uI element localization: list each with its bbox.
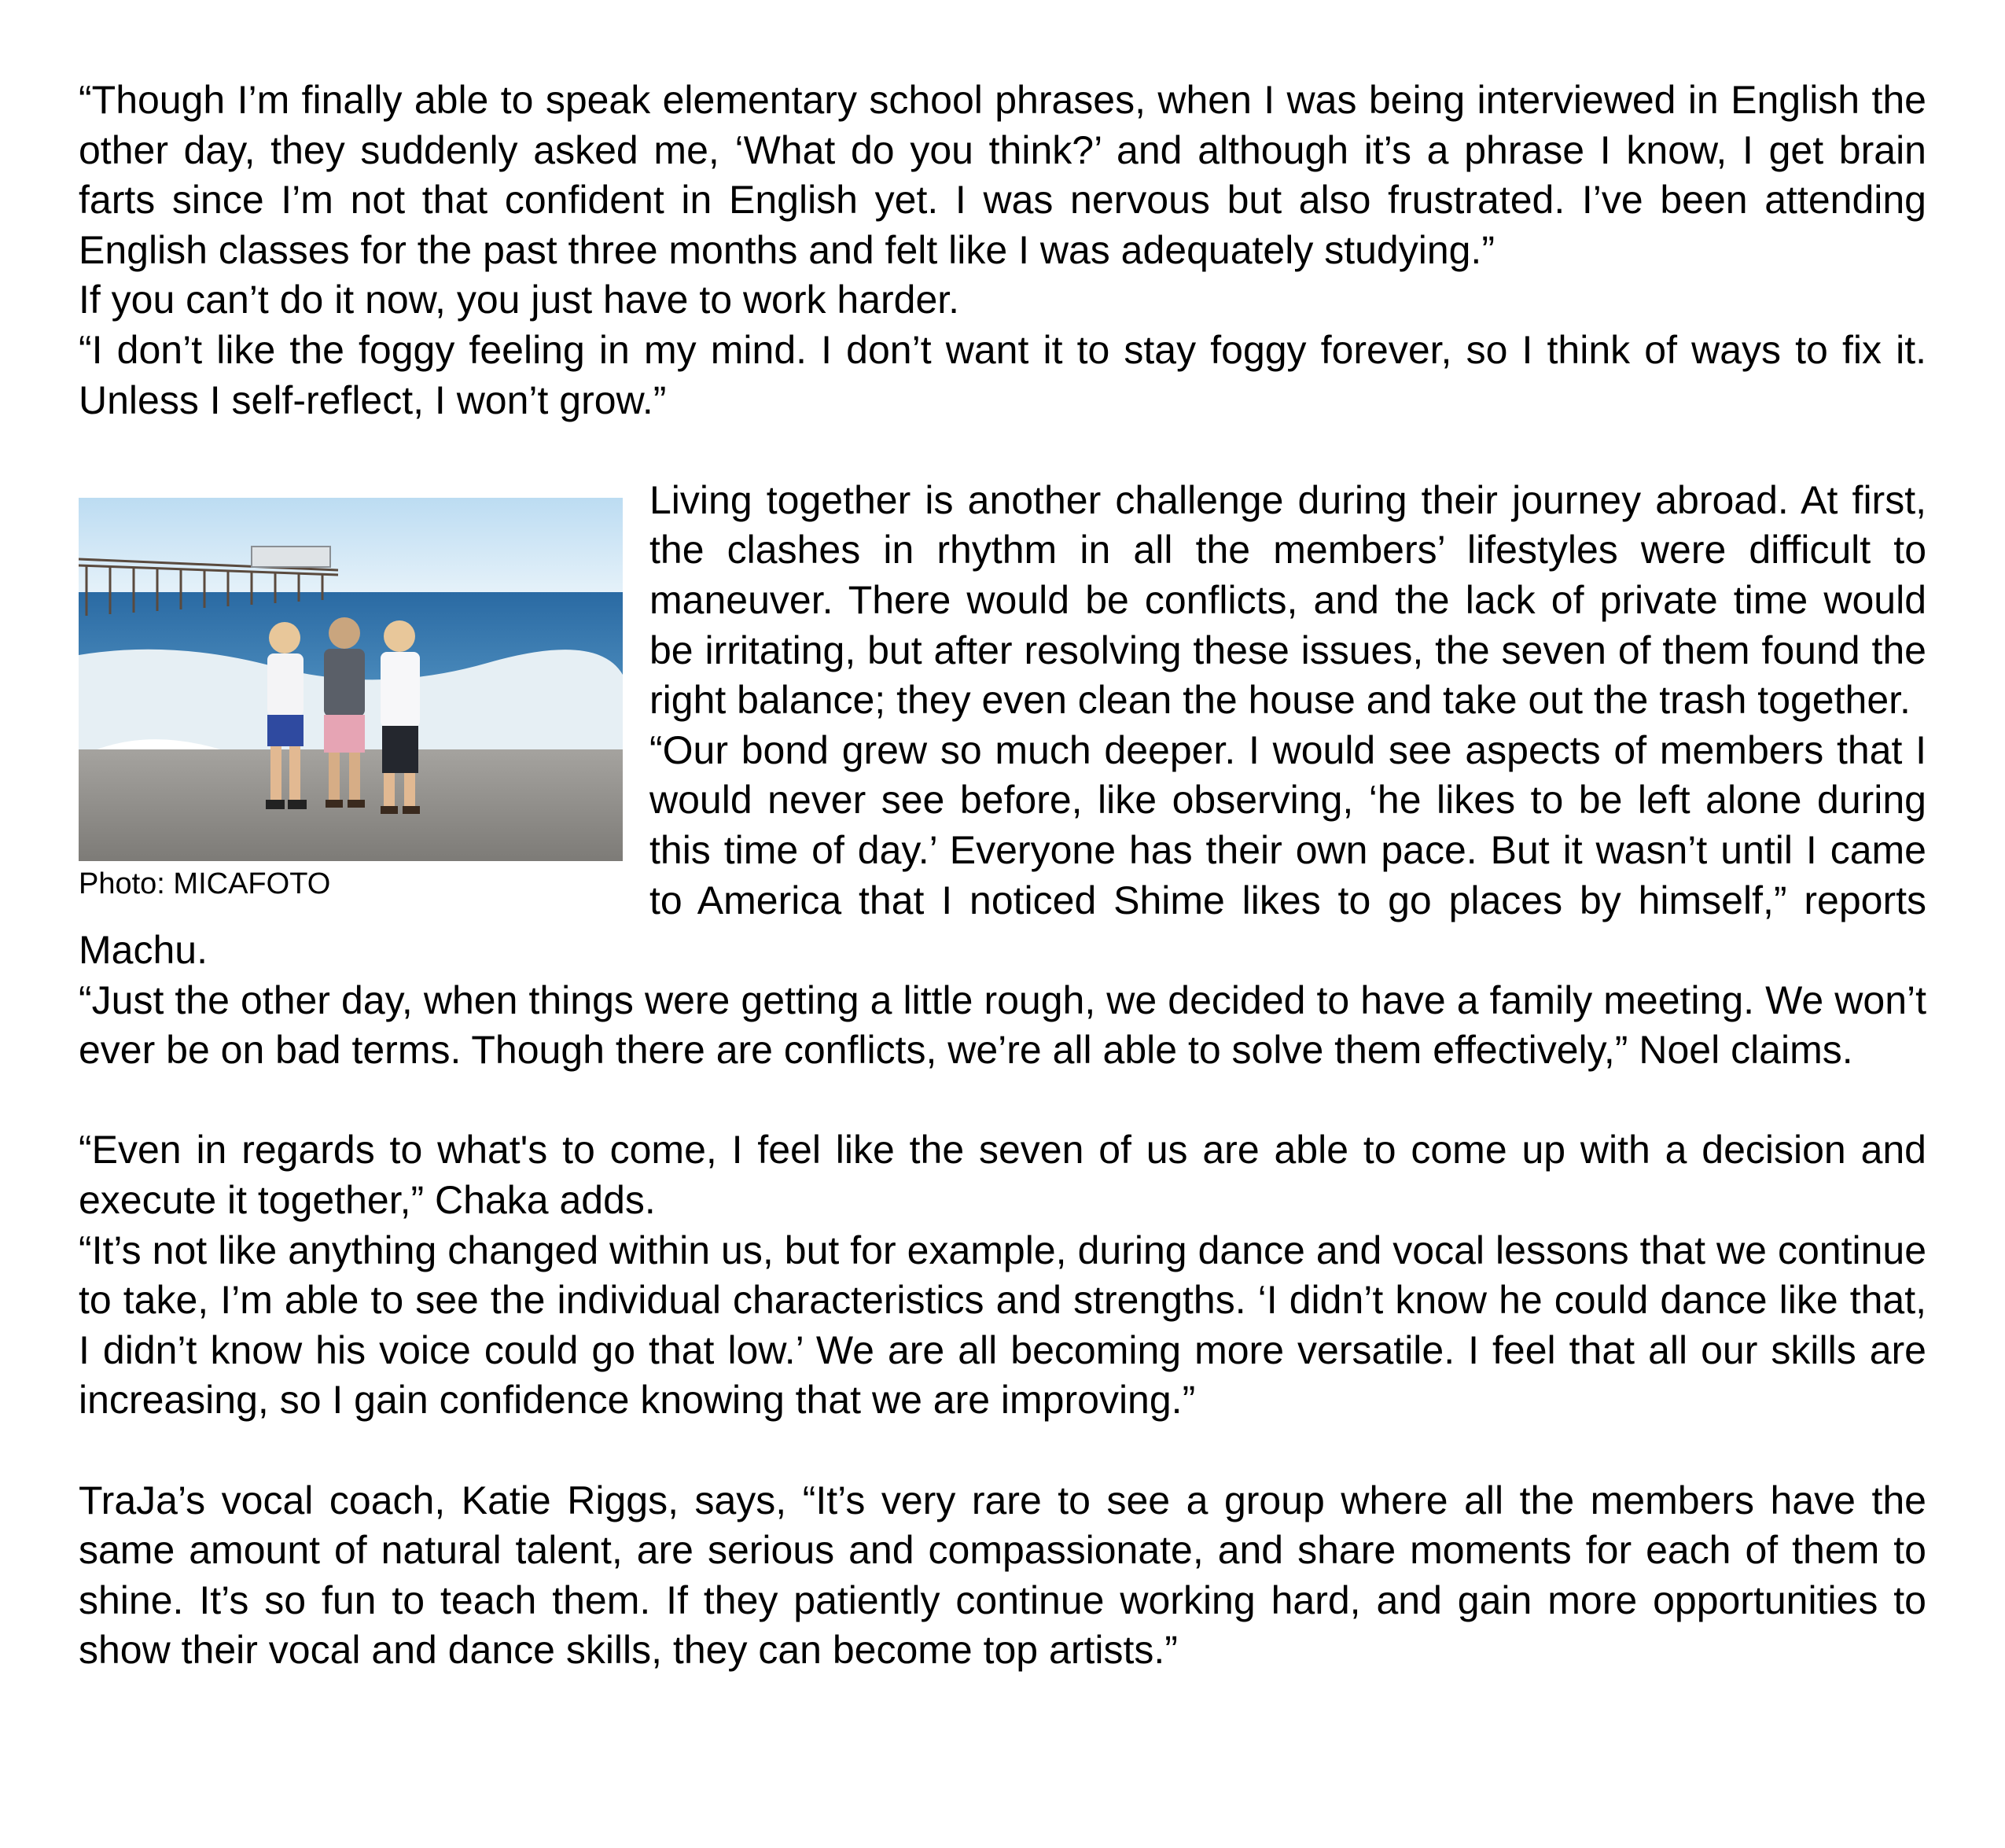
paragraph-english-interview: “Though I’m finally able to speak elementary school phrases, when I was being interviewed in English the other day, they suddenly asked me, ‘What do you think?’ and although it’s a phrase I know, I get brain farts since I’m not that confident in English yet. I was nervous but also frustrated. I’ve been attending English classes for the past three months and felt like I was adequately studying.” bbox=[79, 78, 1926, 272]
photo-pier-building bbox=[252, 547, 330, 567]
beach-photo bbox=[79, 498, 623, 861]
paragraph-whats-to-come: “Even in regards to what's to come, I feel like the seven of us are able to come up with a decision and execute it together,” Chaka adds. bbox=[79, 1128, 1926, 1223]
paragraph-vocal-coach: TraJa’s vocal coach, Katie Riggs, says, “It’s very rare to see a group where all the members have the same amount of natural talent, are serious and compassionate, and share moments for each of them to shine. It’s so fun to teach them. If they patiently continue working hard, and gain more opportunities to show their vocal and dance skills, they can become top artists.” bbox=[79, 1478, 1926, 1673]
paragraph-foggy-feeling: “I don’t like the foggy feeling in my mind. I don’t want it to stay foggy forever, so I think of ways to fix it. Unless I self-reflect, I won’t grow.” bbox=[79, 327, 1926, 422]
paragraph-bond-deeper: “Our bond grew so much deeper. I would see aspects of members that I would never see before, like observing, ‘he likes to be left alone during this time of day.’ Everyone has their own pace. But it wasn’t until I came to America that I noticed Shime likes to go places by himself,” reports Machu. bbox=[79, 727, 1926, 973]
paragraph-lessons: “It’s not like anything changed within us, but for example, during dance and vocal lessons that we continue to take, I’m able to see the individual characteristics and strengths. ‘I didn’t know he could dance like that, I didn’t know his voice could go that low.’ We are all becoming more versatile. I feel that all our skills are increasing, so I gain confidence knowing that we are improving.” bbox=[79, 1228, 1926, 1423]
paragraph-work-harder: If you can’t do it now, you just have to work harder. bbox=[79, 278, 960, 322]
beach-photo-figure bbox=[79, 498, 623, 902]
paragraph-gap bbox=[79, 1426, 1926, 1476]
paragraph-gap bbox=[79, 425, 1926, 476]
paragraph-gap bbox=[79, 1076, 1926, 1126]
photo-caption: Photo: MICAFOTO bbox=[79, 867, 331, 900]
article-body bbox=[79, 75, 1926, 1676]
photo-sky bbox=[79, 498, 623, 600]
paragraph-family-meeting: “Just the other day, when things were getting a little rough, we decided to have a family meeting. We won’t ever be on bad terms. Though there are conflicts, we’re all able to solve them effectively,” Noel claims. bbox=[79, 977, 1926, 1073]
paragraph-living-together: Living together is another challenge during their journey abroad. At first, the clashes in rhythm in all the members’ lifestyles were difficult to maneuver. There would be conflicts, and the lack of private time would be irritating, but after resolving these issues, the seven of them found the right balance; they even clean the house and take out the trash together. bbox=[649, 477, 1926, 723]
